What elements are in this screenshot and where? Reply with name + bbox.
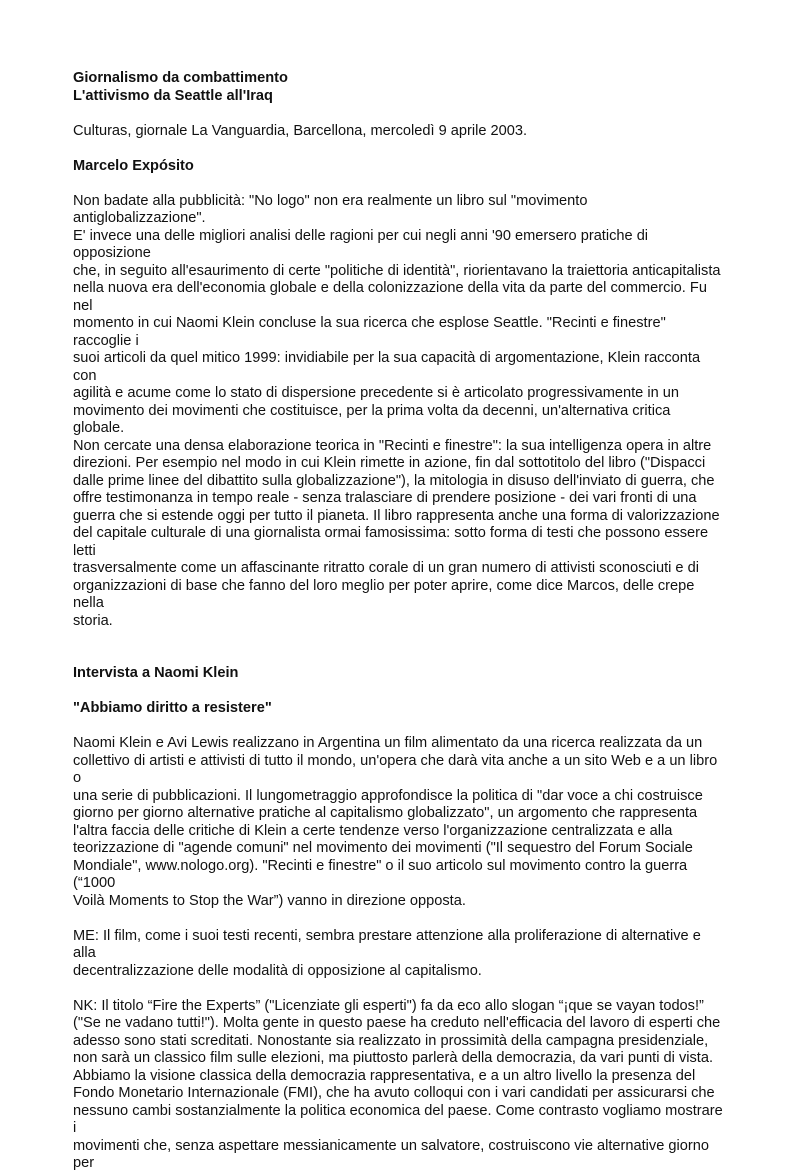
article-source: Culturas, giornale La Vanguardia, Barcellona, mercoledì 9 aprile 2003. [73,122,528,139]
intro-paragraph: Non badate alla pubblicità: "No logo" non era realmente un libro sul "movimento antiglobalizzazione". E' invece una delle migliori analisi delle ragioni per cui negli anni '90 emersero pratiche di opposizione che, in seguito all'esaurimento di certe "politiche di identità", riorientavano la traiettoria anticapitalista nella nuova era dell'economia globale e della colonizzazione della vita da parte del commercio. Fu nel momento in cui Naomi Klein concluse la sua ricerca che esplose Seattle. "Recinti e finestre" raccoglie i suoi articoli da quel mitico 1999: invidiabile per la sua capacità di argomentazione, Klein racconta con agilità e acume come lo stato di dispersione precedente si è articolato progressivamente in un movimento dei movimenti che costituisce, per la prima volta da decenni, un'alternativa critica globale. Non cercate una densa elaborazione teorica in "Recinti e finestre": la sua intelligenza opera in altre direzioni. Per esempio nel modo in cui Klein rimette in azione, fin dal sottotitolo del libro ("Dispacci dalle prime linee del dibattito sulla globalizzazione"), la mitologia in disuso dell'inviato di guerra, che offre testimonanza in tempo reale - senza tralasciare di prendere posizione - dei vari fronti di una guerra che si estende oggi per tutto il pianeta. Il libro rappresenta anche una forma di valorizzazione del capitale culturale di una giornalista ormai famosissima: sotto forma di testi che possono essere letti trasversalmente come un affascinante ritratto corale di un gran numero di attivisti sconosciuti e di organizzazioni di base che fanno del loro meglio per poter aprire, come dice Marcos, delle crepe nella storia. [73,192,721,629]
interview-answer: NK: Il titolo “Fire the Experts” ("Licenziate gli esperti") fa da eco allo slogan “¡que se vayan todos!” ("Se ne vadano tutti!"). Molta gente in questo paese ha creduto nell'efficacia del lavoro di esperti che adesso sono stati screditati. Nonostante sia realizzato in prossimità della campagna presidenziale, non sarà un classico film sulle elezioni, ma piuttosto parlerà della democrazia, da vari punti di vista. Abbiamo la visione classica della democrazia rappresentativa, e a un altro livello la presenza del Fondo Monetario Internazionale (FMI), che ha avuto colloqui con i vari candidati per assicurarsi che nessuno cambi sostanzialmente la politica economica del paese. Come contrasto vogliamo mostrare i movimenti che, senza aspettare messianicamente un salvatore, costruiscono vie alternative giorno per [73,997,723,1171]
interview-heading: Intervista a Naomi Klein [73,665,239,681]
interview-title: "Abbiamo diritto a resistere" [73,700,272,716]
document-page [73,70,723,1173]
interview-intro-paragraph: Naomi Klein e Avi Lewis realizzano in Argentina un film alimentato da una ricerca realizzata da un collettivo di artisti e attivisti di tutto il mondo, un'opera che darà vita anche a un sito Web e a un libro o una serie di pubblicazioni. Il lungometraggio approfondisce la politica di "dar voce a chi costruisce giorno per giorno alternative pratiche al capitalismo globalizzato", un argomento che rappresenta l'altra faccia delle critiche di Klein a certe tendenze verso l'organizzazione centralizzata e alla teorizzazione di "agende comuni" nel movimento dei movimenti ("Il sequestro del Forum Sociale Mondiale", www.nologo.org). "Recinti e finestre" o il suo articolo sul movimento contro la guerra (“1000 Voilà Moments to Stop the War”) vanno in direzione opposta. [73,735,718,909]
article-title: Giornalismo da combattimento [73,70,288,86]
interview-question: ME: Il film, come i suoi testi recenti, sembra prestare attenzione alla proliferazione di alternative e alla decentralizzazione delle modalità di opposizione al capitalismo. [73,927,701,979]
author-name: Marcelo Expósito [73,157,194,174]
article-subtitle: L'attivismo da Seattle all'Iraq [73,87,273,104]
